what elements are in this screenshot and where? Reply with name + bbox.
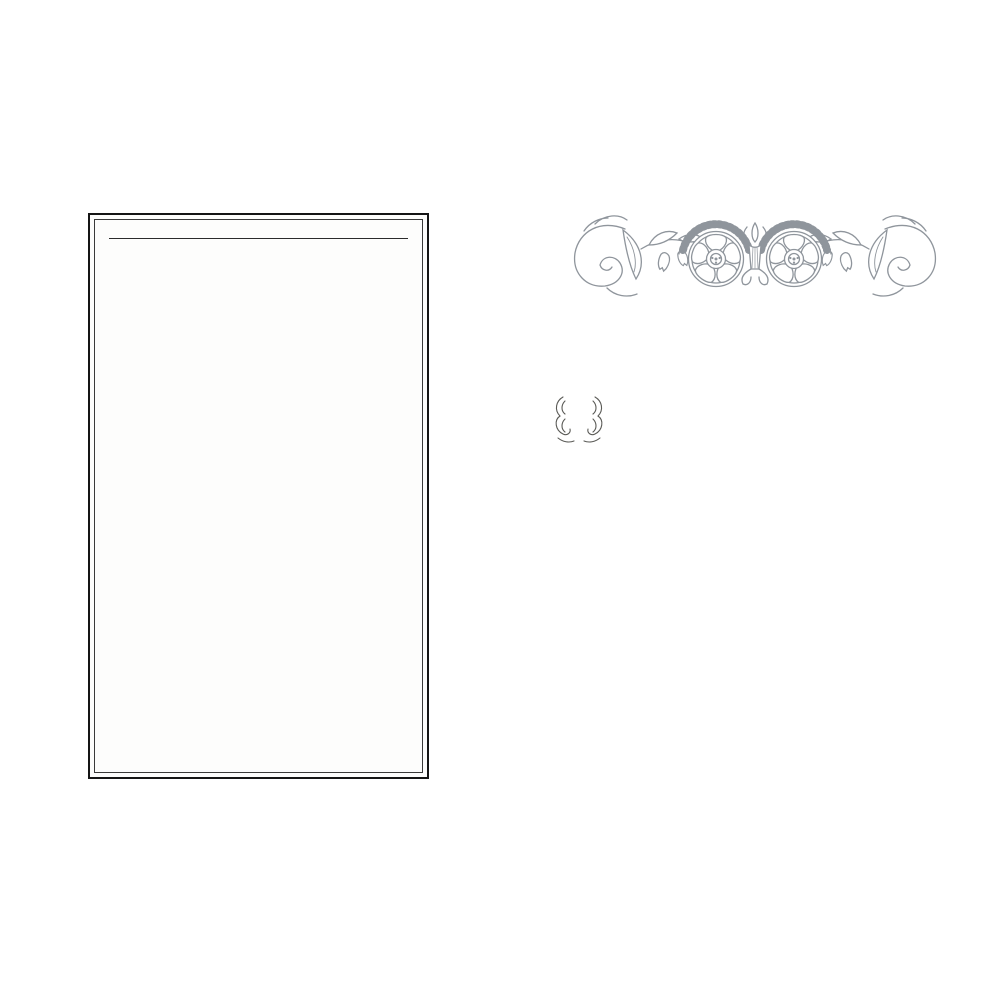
drop-cap-flourish-icon: [553, 392, 605, 447]
body-text-column: [553, 391, 957, 447]
floral-ornament-band-icon: [561, 211, 949, 301]
catalogue-plate-inner-border: [94, 219, 423, 773]
drop-cap: [553, 392, 605, 447]
footer-flower-icon: [953, 779, 957, 788]
reids-quilled-aster-illustration: [285, 260, 421, 460]
header-rule: [109, 238, 408, 239]
dwarf-chrysanthemum-illustration: [135, 512, 385, 752]
catalogue-plate: [88, 213, 429, 779]
running-footer: [553, 779, 957, 789]
victoria-aster-illustration: [95, 240, 295, 480]
